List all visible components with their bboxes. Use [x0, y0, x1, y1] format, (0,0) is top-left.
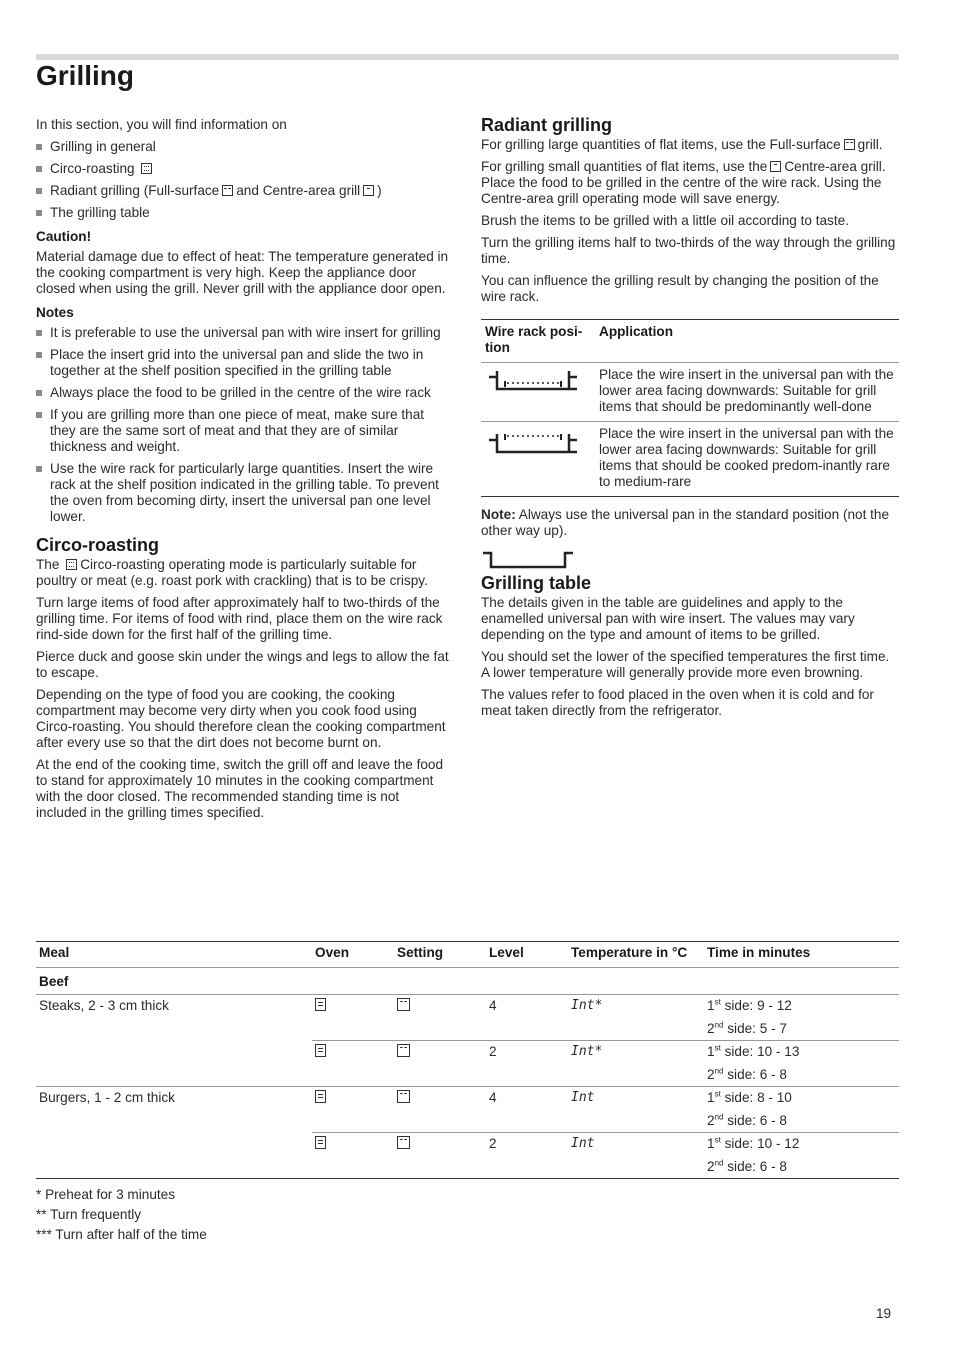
grilling-paragraph: The values refer to food placed in the oven when it is cold and for meat taken directly from the refrigerator.	[481, 687, 874, 718]
time-value: side: 10 - 13	[724, 1044, 800, 1059]
table-header: Time in minutes	[704, 942, 899, 968]
grilling-table	[36, 941, 899, 1179]
temp-cell: Int*	[571, 998, 603, 1013]
circo-paragraph: Depending on the type of food you are cooking, the cooking compartment may become very dirty when you cook food using Circo-roasting. You should therefore clean the cooking compartment after every use so that the dirt does not become burnt on.	[36, 687, 446, 750]
time-cell	[704, 1018, 899, 1041]
time-value: side: 5 - 7	[727, 1021, 787, 1036]
table-header: Level	[486, 942, 568, 968]
table-group-row	[36, 968, 899, 995]
group-label: Beef	[36, 968, 899, 995]
full-surface-grill-icon	[397, 1136, 410, 1149]
time-cell	[704, 1087, 899, 1111]
centre-area-grill-icon	[770, 161, 781, 172]
wire-rack-table	[481, 319, 899, 497]
ordinal-suffix: st	[714, 1089, 721, 1099]
time-value: side: 6 - 8	[727, 1113, 787, 1128]
list-item-label: Circo-roasting	[50, 161, 135, 176]
rack-position-cell	[481, 422, 595, 497]
oven-cell	[312, 1133, 394, 1157]
table-row	[36, 1064, 899, 1087]
radiant-note	[481, 507, 899, 539]
ordinal-suffix: nd	[714, 1112, 724, 1122]
notes-heading: Notes	[36, 305, 74, 320]
level-cell: 4	[486, 1087, 568, 1111]
list-item: The grilling table	[36, 205, 452, 221]
table-row	[36, 1133, 899, 1157]
table-header: Temperature in °C	[568, 942, 704, 968]
text-span: For grilling large quantities of flat items, use the Full-surface	[481, 137, 841, 152]
list-item: Always place the food to be grilled in the centre of the wire rack	[36, 385, 452, 401]
setting-cell	[394, 1087, 486, 1111]
full-surface-grill-icon	[397, 1090, 410, 1103]
oven-rack-icon	[315, 998, 326, 1011]
table-header: Application	[595, 320, 899, 363]
table-row	[481, 363, 899, 422]
full-surface-grill-icon	[397, 1044, 410, 1057]
list-item: Place the insert grid into the universal pan and slide the two in together at the shelf position specified in the grilling table	[36, 347, 452, 379]
temp-cell: Int	[568, 1133, 704, 1157]
radiant-paragraph: Turn the grilling items half to two-thirds of the way through the grilling time.	[481, 235, 896, 266]
grilling-table-section	[36, 941, 899, 1247]
footnote: * Preheat for 3 minutes	[36, 1187, 176, 1202]
list-item: It is preferable to use the universal pan with wire insert for grilling	[36, 325, 452, 341]
list-item: If you are grilling more than one piece of meat, make sure that they are the same sort of meat and that they are of similar thickness and weight.	[36, 407, 452, 455]
table-header-row	[36, 942, 899, 968]
centre-area-grill-icon	[363, 185, 374, 196]
time-value: side: 9 - 12	[724, 998, 792, 1013]
time-cell	[704, 1156, 899, 1179]
temp-cell: Int*	[568, 1041, 704, 1065]
table-header: Wire rack posi-tion	[481, 320, 595, 363]
table-header: Oven	[312, 942, 394, 968]
table-row	[36, 1087, 899, 1111]
time-value: 2	[707, 1021, 715, 1036]
table-row	[36, 1041, 899, 1065]
ordinal-suffix: st	[714, 997, 721, 1007]
caution-text: Material damage due to effect of heat: The temperature generated in the cooking compartment is very high. Keep the appliance door closed when using the grill. Never grill with the appliance door open.	[36, 249, 449, 296]
level-cell: 4	[489, 998, 497, 1013]
table-header: Setting	[394, 942, 486, 968]
circo-roasting-icon	[141, 163, 152, 174]
wire-rack-high-icon	[485, 426, 581, 456]
level-cell: 2	[486, 1133, 568, 1157]
time-cell	[704, 1041, 899, 1065]
table-row	[36, 995, 899, 1019]
right-column	[481, 117, 899, 725]
radiant-heading: Radiant grilling	[481, 115, 613, 135]
full-surface-grill-icon	[397, 998, 410, 1011]
grilling-paragraph: The details given in the table are guidelines and apply to the enamelled universal pan with wire insert. The values may vary depending on the type and amount of items to be grilled.	[481, 595, 855, 642]
universal-pan-icon	[481, 547, 577, 571]
application-cell: Place the wire insert in the universal pan with the lower area facing downwards: Suitable for grill items that should be predominantly well-done	[595, 363, 899, 422]
left-column	[36, 117, 452, 827]
note-label: Note:	[481, 507, 516, 522]
table-row	[481, 422, 899, 497]
list-item-label: Radiant grilling (Full-surface	[50, 183, 220, 198]
text-span: Circo-roasting operating mode is particularly suitable for poultry or meat (e.g. roast pork with crackling) that is to be crispy.	[36, 557, 428, 588]
full-surface-grill-icon	[844, 139, 855, 150]
list-item: Use the wire rack for particularly large quantities. Insert the wire rack at the shelf position indicated in the grilling table. To prevent the oven from becoming dirty, insert the universal pan one level lower.	[36, 461, 452, 525]
page-number: 19	[876, 1306, 892, 1321]
footnote: ** Turn frequently	[36, 1207, 142, 1222]
time-value: side: 8 - 10	[724, 1090, 792, 1105]
circo-paragraph: At the end of the cooking time, switch the grill off and leave the food to stand for approximately 10 minutes in the cooking compartment with the door closed. The recommended standing time is not included in the grilling times specified.	[36, 757, 444, 820]
meal-cell	[36, 1041, 312, 1065]
oven-cell	[312, 995, 394, 1019]
time-cell	[704, 1110, 899, 1133]
oven-rack-icon	[315, 1090, 326, 1103]
grilling-paragraph: You should set the lower of the specified temperatures the first time. A lower temperature will generally provide more even browning.	[481, 649, 890, 680]
oven-rack-icon	[315, 1136, 326, 1149]
setting-cell	[394, 1041, 486, 1065]
text-span: For grilling small quantities of flat items, use the	[481, 159, 768, 174]
time-cell	[704, 1133, 899, 1157]
grilling-table-heading: Grilling table	[481, 573, 592, 593]
ordinal-suffix: st	[714, 1135, 721, 1145]
ordinal-suffix: nd	[714, 1020, 724, 1030]
oven-cell	[312, 1087, 394, 1111]
ordinal-suffix: nd	[714, 1066, 724, 1076]
text-span: grill.	[857, 137, 883, 152]
meal-cell	[36, 1133, 312, 1157]
circo-paragraph	[36, 557, 452, 589]
intro-text: In this section, you will find information on	[36, 117, 287, 132]
temp-cell: Int	[568, 1087, 704, 1111]
table-row	[36, 1156, 899, 1179]
note-text: Always use the universal pan in the standard position (not the other way up).	[481, 507, 890, 538]
radiant-paragraph: Brush the items to be grilled with a little oil according to taste.	[481, 213, 849, 228]
circo-roasting-icon	[66, 559, 77, 570]
radiant-paragraph	[481, 159, 899, 207]
list-item-label: )	[377, 183, 382, 198]
text-span: Centre-area grill. Place the food to be grilled in the centre of the wire rack. Using the Centre-area grill operating mode will save energy.	[481, 159, 886, 206]
time-value: 1	[707, 998, 715, 1013]
wire-rack-low-icon	[485, 367, 581, 393]
radiant-paragraph	[481, 137, 899, 153]
time-value: 1	[707, 1136, 715, 1151]
circo-heading: Circo-roasting	[36, 535, 160, 555]
level-cell: 2	[486, 1041, 568, 1065]
intro-list	[36, 139, 452, 221]
circo-paragraph: Turn large items of food after approximately half to two-thirds of the grilling time. For items of food with rind, place them on the wire rack rind-side down for the first half of the grilling time.	[36, 595, 443, 642]
caution-heading: Caution!	[36, 229, 92, 244]
setting-cell	[394, 995, 486, 1019]
circo-paragraph: Pierce duck and goose skin under the wings and legs to allow the fat to escape.	[36, 649, 449, 680]
ordinal-suffix: nd	[714, 1158, 724, 1168]
footnotes	[36, 1187, 899, 1243]
time-value: 2	[707, 1067, 715, 1082]
text-span: The	[36, 557, 60, 572]
time-cell	[704, 1064, 899, 1087]
page-title: Grilling	[36, 60, 134, 91]
time-value: side: 10 - 12	[724, 1136, 800, 1151]
meal-cell: Burgers, 1 - 2 cm thick	[36, 1087, 312, 1111]
oven-rack-icon	[315, 1044, 326, 1057]
table-row	[36, 1018, 899, 1041]
notes-list	[36, 325, 452, 525]
setting-cell	[394, 1133, 486, 1157]
time-value: side: 6 - 8	[727, 1067, 787, 1082]
list-item-label: and Centre-area grill	[236, 183, 361, 198]
full-surface-grill-icon	[222, 185, 233, 196]
list-item	[36, 183, 452, 199]
time-value: side: 6 - 8	[727, 1159, 787, 1174]
time-value: 2	[707, 1113, 715, 1128]
list-item: Grilling in general	[36, 139, 452, 155]
time-cell	[704, 995, 899, 1019]
application-cell: Place the wire insert in the universal pan with the lower area facing downwards: Suitable for grill items that should be cooked predom-inantly rare to medium-rare	[595, 422, 899, 497]
radiant-paragraph: You can influence the grilling result by changing the position of the wire rack.	[481, 273, 879, 304]
time-value: 1	[707, 1044, 715, 1059]
footnote: *** Turn after half of the time	[36, 1227, 207, 1242]
meal-cell: Steaks, 2 - 3 cm thick	[39, 998, 169, 1013]
top-rule	[36, 54, 899, 60]
ordinal-suffix: st	[714, 1043, 721, 1053]
list-item	[36, 161, 452, 177]
time-value: 2	[707, 1159, 715, 1174]
time-value: 1	[707, 1090, 715, 1105]
table-header: Meal	[36, 942, 312, 968]
table-row	[36, 1110, 899, 1133]
rack-position-cell	[481, 363, 595, 422]
oven-cell	[312, 1041, 394, 1065]
